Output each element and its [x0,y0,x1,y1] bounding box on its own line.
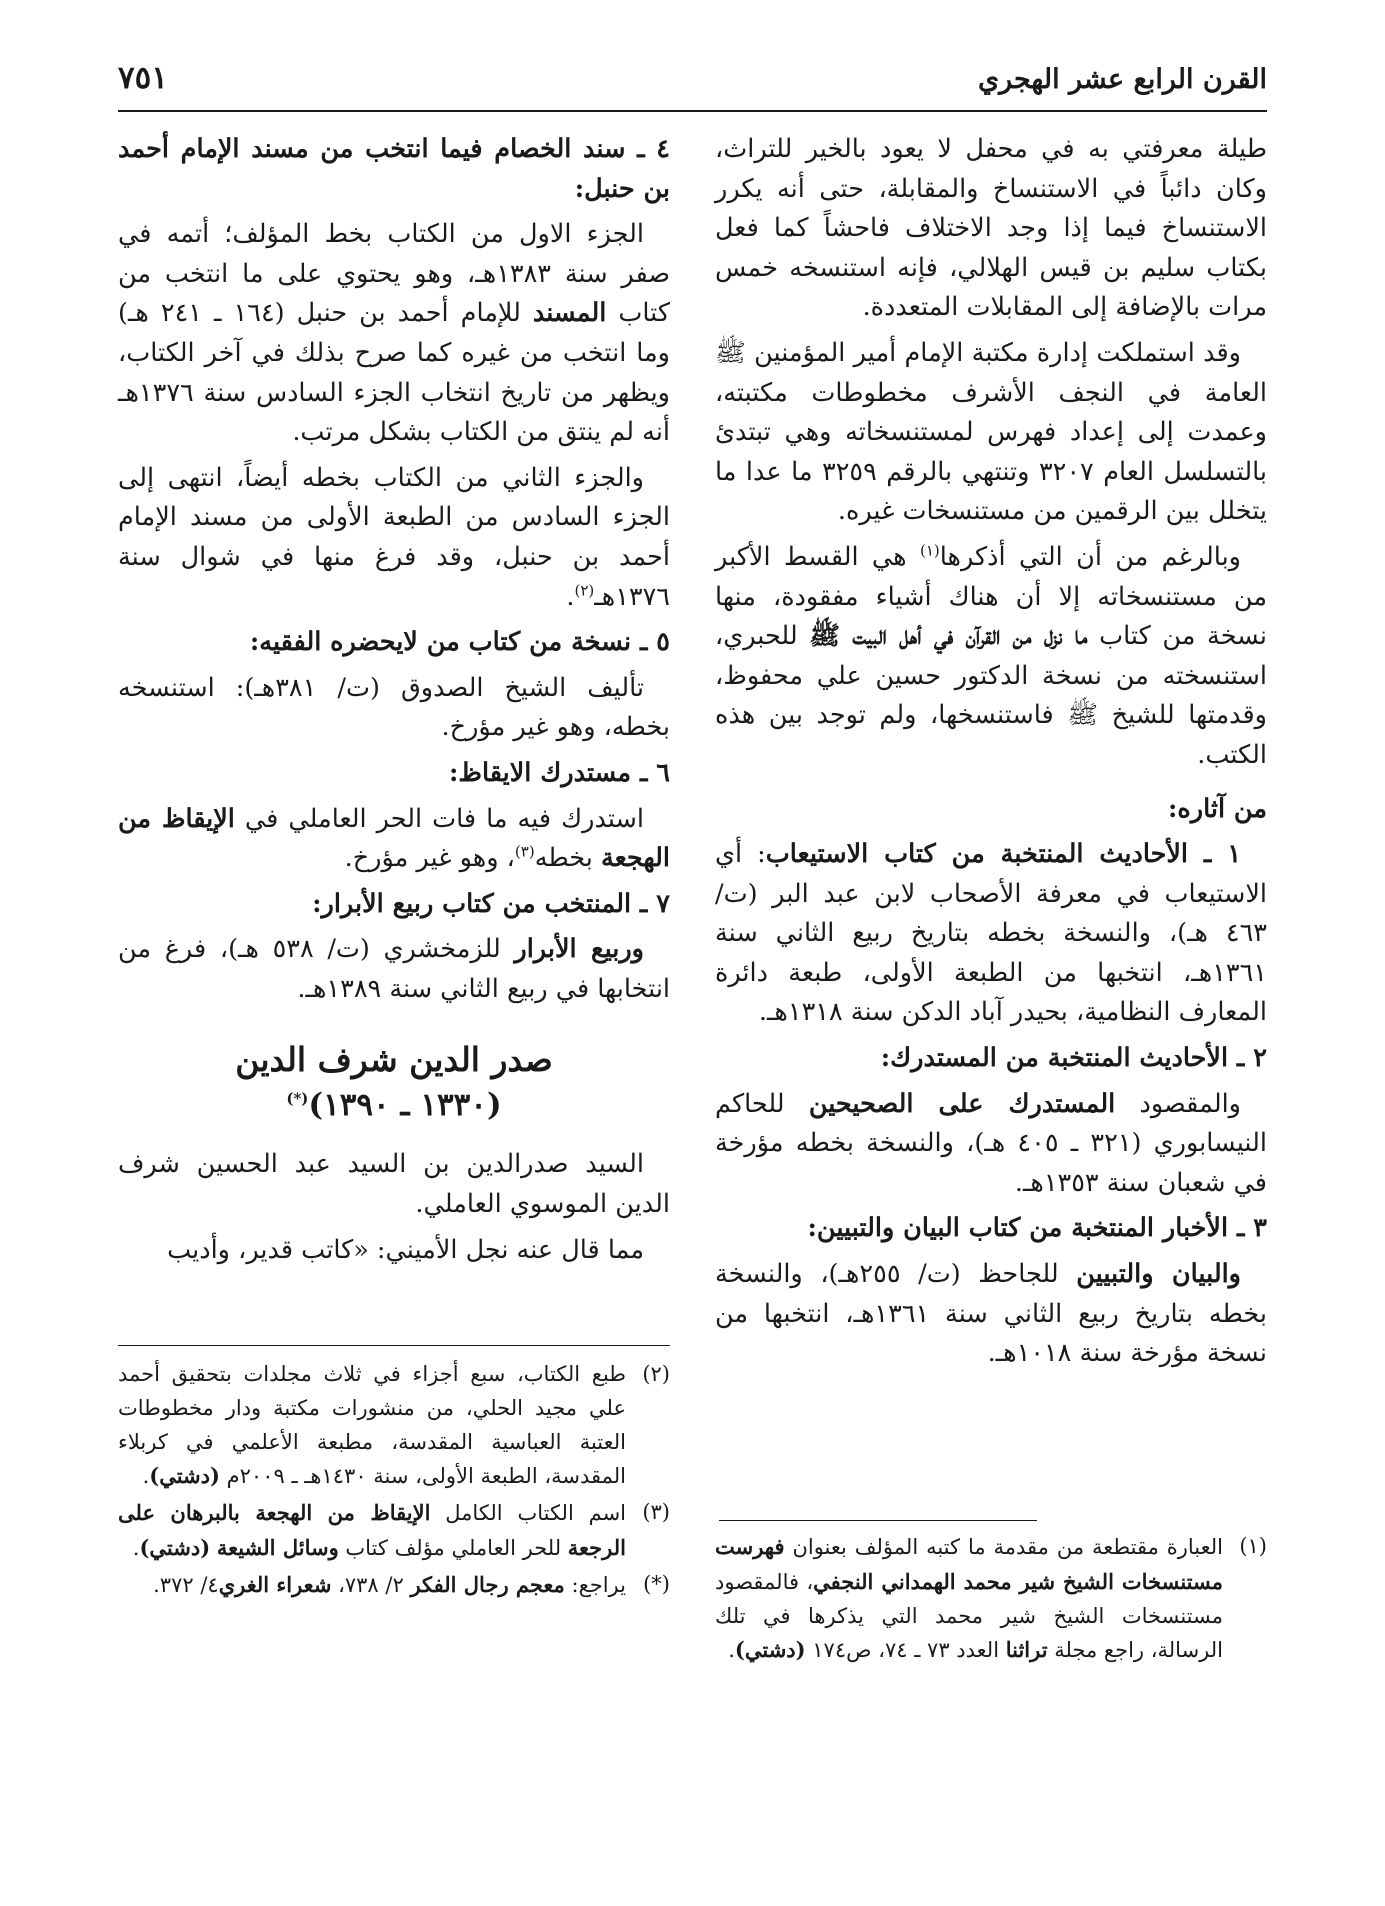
running-title: القرن الرابع عشر الهجري [977,64,1267,95]
work-title: ٢ ـ الأحاديث المنتخبة من المستدرك: [880,1043,1267,1074]
footnote-marker: (٣) [642,1500,670,1525]
footnote [118,1358,670,1494]
footnote [118,1568,670,1603]
footnote-divider [118,1345,670,1346]
paragraph: وربيع الأبرار للزمخشري (ت/ ٥٣٨ هـ)، فرغ من انتخابها في ربيع الثاني سنة ١٣٨٩هـ. [118,934,670,1004]
paragraph: والبيان والتبيين للجاحظ (ت/ ٢٥٥هـ)، والنسخة بخطه بتاريخ ربيع الثاني سنة ١٣٦١هـ، انتخبها من نسخة مؤرخة سنة ١٠١٨هـ. [715,1259,1267,1369]
footnote-text: يراجع: معجم رجال الفكر ٢/ ٧٣٨، شعراء الغري٤/ ٣٧٢. [153,1571,626,1597]
footnote-ref[interactable]: (١) [919,541,940,560]
footnote-marker: (١) [1239,1534,1267,1558]
paragraph: تأليف الشيخ الصدوق (ت/ ٣٨١هـ): استنسخه بخطه، وهو غير مؤرخ. [118,672,670,743]
footnote-marker: (٢) [642,1362,670,1386]
footnote-text: العبارة مقتطعة من مقدمة ما كتبه المؤلف بعنوان فهرست مستنسخات الشيخ شير محمد الهمداني النجفي، فالمقصود مستنسخات الشيخ شير محمد التي يذكرها في تلك الرسالة، راجع مجلة تراثنا العدد ٧٣ ـ ٧٤، ص١٧٤ (دشتي). [715,1534,1224,1663]
work-title: ٣ ـ الأخبار المنتخبة من كتاب البيان والتبيين: [807,1213,1267,1244]
footnote-text: اسم الكتاب الكامل الإيقاظ من الهجعة بالبرهان على الرجعة للحر العاملي مؤلف كتاب وسائل الشيعة (دشتي). [118,1500,626,1560]
paragraph: طيلة معرفتي به في محفل لا يعود بالخير للتراث، وكان دائباً في الاستنساخ والمقابلة، حتى أنه يكرر الاستنساخ فيما إذا وجد الاختلاف فاحشاً كما فعل بكتاب سليم بن قيس الهلالي، فإنه استنسخه خمس مرات بالإضافة إلى المقابلات المتعددة. [715,134,1267,323]
footnotes-left [118,1358,670,1605]
paragraph: الجزء الاول من الكتاب بخط المؤلف؛ أتمه في صفر سنة ١٣٨٣هـ، وهو يحتوي على ما انتخب من كتاب المسند للإمام أحمد بن حنبل (١٦٤ ـ ٢٤١ هـ) وما انتخب من غيره كما صرح بذلك في آخر الكتاب، ويظهر من تاريخ انتخاب الجزء السادس سنة ١٣٧٦هـ أنه لم ينتق من الكتاب بشكل مرتب. [118,219,670,448]
paragraph: وقد استملكت إدارة مكتبة الإمام أمير المؤمنين ﷺ العامة في النجف الأشرف مخطوطات مكتبته، وعمدت إلى إعداد فهرس لمستنسخاته وهي تبتدئ بالتسلسل العام ٣٢٠٧ وتنتهي بالرقم ٣٢٥٩ ما عدا ما يتخلل بين الرقمين من مستنسخات غيره. [715,337,1267,527]
footnote-marker: (*) [643,1571,670,1596]
paragraph: وبالرغم من أن التي أذكرها$^{(١)}$ هي القسط الأكبر من مستنسخاته إلا أن هناك أشياء مفقودة، منها نسخة من كتاب ما نزل من القرآن في أهل البيت ﷺ للحبري، استنسخته من نسخة الدكتور حسين علي محفوظ، وقدمتها للشيخ ﷺ فاستنسخها، ولم توجد بين هذه الكتب. [715,541,1267,770]
biography-name: صدر الدين شرف الدين [235,1040,553,1080]
work-title: ٧ ـ المنتخب من كتاب ربيع الأبرار: [312,888,670,919]
running-header [118,58,1267,112]
work-title: ١ ـ الأحاديث المنتخبة من كتاب الاستيعاب [765,839,1242,870]
work-title: ٤ ـ سند الخصام فيما انتخب من مسند الإمام أحمد بن حنبل: [118,134,670,204]
section-heading: من آثاره: [1168,793,1267,824]
biography-dates: (١٣٣٠ ـ ١٣٩٠)(*) [286,1087,502,1124]
footnote [118,1496,670,1566]
footnotes-right [715,1530,1267,1670]
work-title: ٦ ـ مستدرك الايقاظ: [448,757,670,788]
paragraph: والجزء الثاني من الكتاب بخطه أيضاً، انتهى إلى الجزء السادس من الطبعة الأولى من مسند الإمام أحمد بن حنبل، وقد فرغ منها في شوال سنة ١٣٧٦هـ$^{(٢)}$. [118,462,670,612]
work-item: ١ ـ الأحاديث المنتخبة من كتاب الاستيعاب: أي الاستيعاب في معرفة الأصحاب لابن عبد البر (ت/ ٤٦٣ هـ)، والنسخة بخطه بتاريخ ربيع الثاني سنة ١٣٦١هـ، انتخبها من الطبعة الأولى، طبعة دائرة المعارف النظامية، بحيدر آباد الدكن سنة ١٣١٨هـ. [715,839,1267,1028]
footnote-divider [719,1520,1037,1521]
paragraph: السيد صدرالدين بن السيد عبد الحسين شرف الدين الموسوي العاملي. [118,1149,670,1220]
right-column [715,130,1267,1380]
paragraph: مما قال عنه نجل الأميني: «كاتب قدير، وأديب [167,1234,644,1265]
footnote-ref[interactable]: (*) [286,1090,309,1109]
footnote [715,1530,1267,1668]
footnote-ref[interactable]: (٢) [574,581,595,600]
page-number: ٧٥١ [118,60,168,96]
footnote-ref[interactable]: (٣) [514,842,535,861]
left-column [118,130,670,1276]
paragraph: والمقصود المستدرك على الصحيحين للحاكم النيسابوري (٣٢١ ـ ٤٠٥ هـ)، والنسخة بخطه مؤرخة في شعبان سنة ١٣٥٣هـ. [715,1088,1267,1198]
work-title: ٥ ـ نسخة من كتاب من لايحضره الفقيه: [249,627,670,658]
footnote-text: طبع الكتاب، سبع أجزاء في ثلاث مجلدات بتحقيق أحمد علي مجيد الحلي، من منشورات مكتبة ودار مخطوطات العتبة العباسية المقدسة، مطبعة الأعلمي في كربلاء المقدسة، الطبعة الأولى، سنة ١٤٣٠هـ ـ ٢٠٠٩م (دشتي). [118,1362,626,1489]
paragraph: استدرك فيه ما فات الحر العاملي في الإيقاظ من الهجعة بخطه$^{(٣)}$، وهو غير مؤرخ. [118,803,670,874]
